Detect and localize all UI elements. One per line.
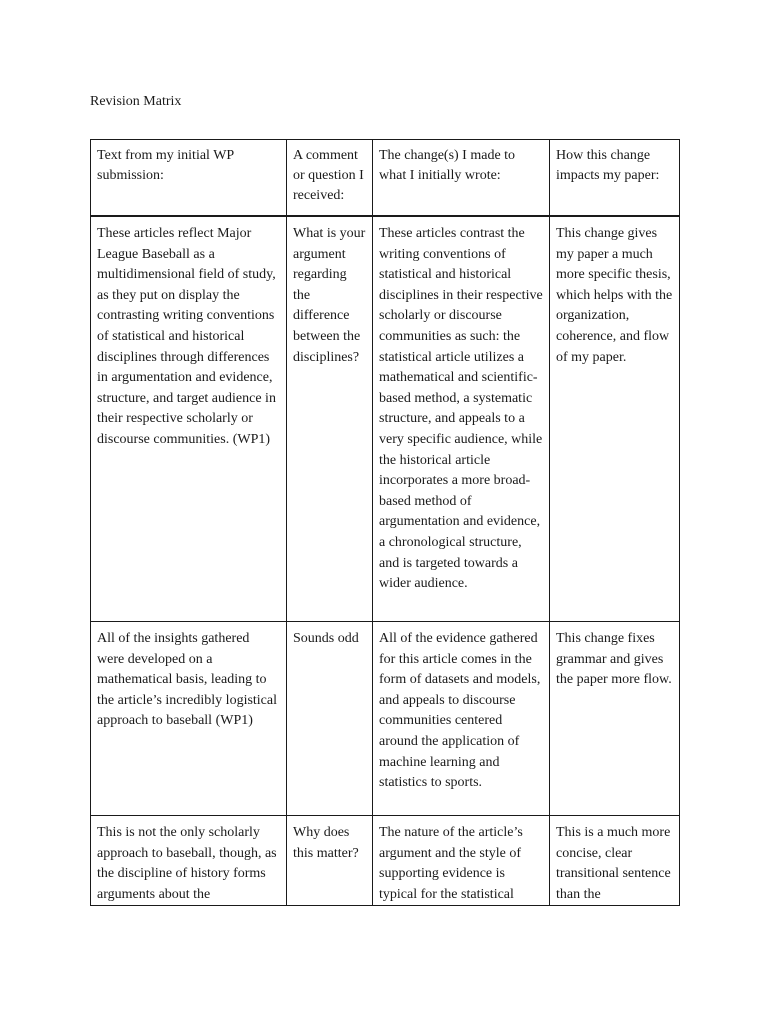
header-changes: The change(s) I made to what I initially wrote: xyxy=(373,140,550,217)
cell-changes: The nature of the article’s argument and the style of supporting evidence is typical for the statistical xyxy=(373,816,550,906)
cell-comment: What is your argument regarding the difference between the disciplines? xyxy=(287,216,373,622)
header-comment: A comment or question I received: xyxy=(287,140,373,217)
cell-comment: Why does this matter? xyxy=(287,816,373,906)
table-row xyxy=(91,816,680,906)
cell-comment: Sounds odd xyxy=(287,622,373,816)
table-header-row xyxy=(91,140,680,217)
cell-impact: This change gives my paper a much more specific thesis, which helps with the organization, coherence, and flow of my paper. xyxy=(550,216,680,622)
header-impact: How this change impacts my paper: xyxy=(550,140,680,217)
cell-changes: All of the evidence gathered for this article comes in the form of datasets and models, and appeals to discourse communities centered around the application of machine learning and statistics to sports. xyxy=(373,622,550,816)
document-title: Revision Matrix xyxy=(90,94,182,109)
table-row xyxy=(91,622,680,816)
header-initial-text: Text from my initial WP submission: xyxy=(91,140,287,217)
cell-impact: This change fixes grammar and gives the paper more flow. xyxy=(550,622,680,816)
cell-changes: These articles contrast the writing conventions of statistical and historical disciplines in their respective scholarly or discourse communities as such: the statistical article utilizes a mathematical and scientific-based method, a systematic structure, and appeals to a very specific audience, while the historical article incorporates a more broad-based method of argumentation and evidence, a chronological structure, and is targeted towards a wider audience. xyxy=(373,216,550,622)
cell-initial-text: All of the insights gathered were developed on a mathematical basis, leading to the article’s incredibly logistical approach to baseball (WP1) xyxy=(91,622,287,816)
cell-impact: This is a much more concise, clear transitional sentence than the xyxy=(550,816,680,906)
revision-matrix-table xyxy=(90,139,680,906)
cell-initial-text: This is not the only scholarly approach to baseball, though, as the discipline of history forms arguments about the xyxy=(91,816,287,906)
cell-initial-text: These articles reflect Major League Baseball as a multidimensional field of study, as they put on display the contrasting writing conventions of statistical and historical disciplines through differences in argumentation and evidence, structure, and target audience in their respective scholarly or discourse communities. (WP1) xyxy=(91,216,287,622)
table-row xyxy=(91,216,680,622)
